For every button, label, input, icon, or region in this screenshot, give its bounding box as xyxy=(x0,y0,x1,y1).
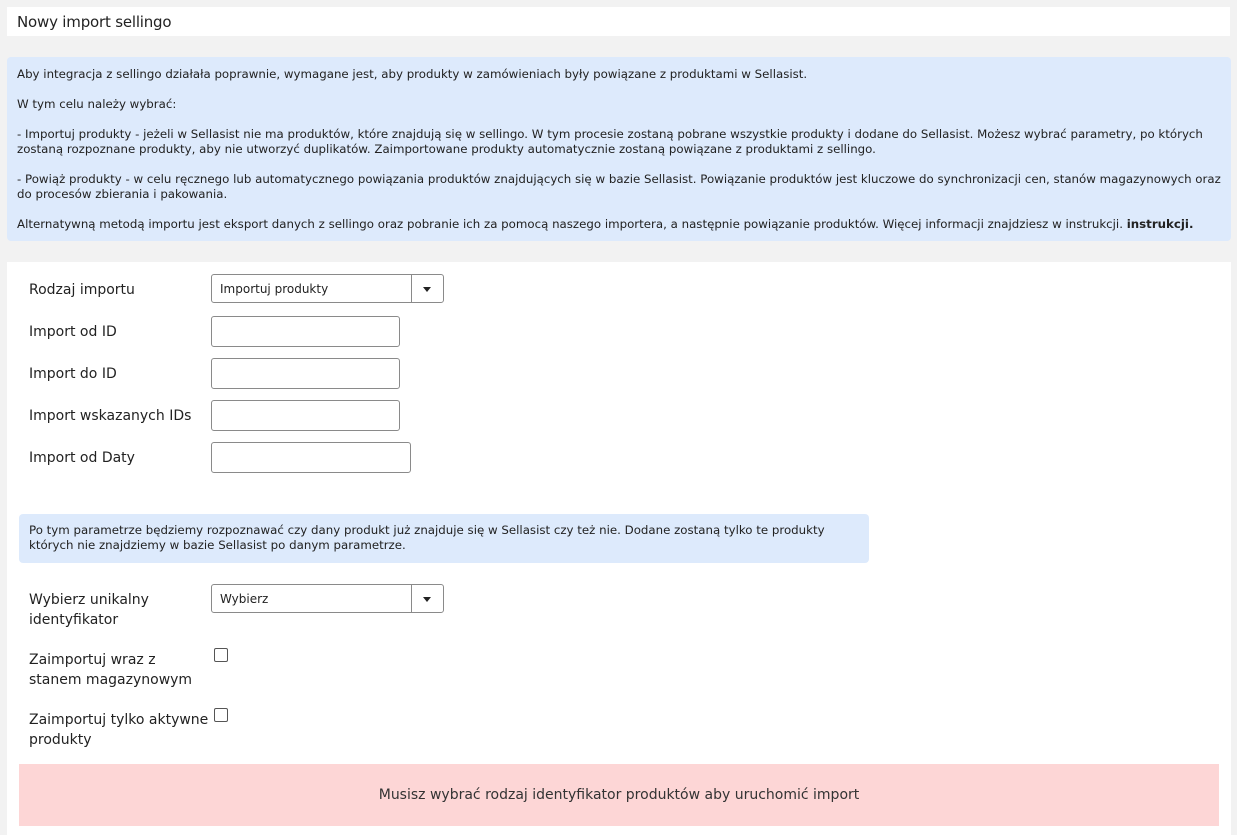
import-alert xyxy=(19,764,1219,826)
import-ids-input[interactable] xyxy=(211,400,400,431)
unique-id-label-line1: Wybierz unikalny xyxy=(29,592,149,608)
only-active-label xyxy=(29,710,208,750)
info-line-5 xyxy=(17,217,1221,232)
import-from-id-label: Import od ID xyxy=(29,324,117,340)
info-line-4: - Powiąż produkty - w celu ręcznego lub automatycznego powiązania produktów znajdujących się w bazie Sellasist. Powiązanie produktów jest kluczowe do synchronizacji cen, stanów magazynowych oraz do procesów zbierania i pakowania. xyxy=(17,172,1221,201)
import-type-value: Importuj produkty xyxy=(220,282,329,296)
import-type-select[interactable] xyxy=(211,274,444,303)
import-alert-text: Musisz wybrać rodzaj identyfikator produktów aby uruchomić import xyxy=(378,787,860,803)
with-stock-label-line2: stanem magazynowym xyxy=(29,672,193,688)
import-type-label: Rodzaj importu xyxy=(29,282,135,298)
unique-id-select[interactable] xyxy=(211,584,444,613)
import-from-id-input[interactable] xyxy=(211,316,400,347)
with-stock-label xyxy=(29,650,192,690)
chevron-down-icon[interactable] xyxy=(411,275,443,302)
import-form xyxy=(7,262,1231,835)
info-box xyxy=(7,57,1231,241)
instructions-link[interactable]: instrukcji. xyxy=(1126,217,1194,231)
only-active-label-line2: produkty xyxy=(29,732,92,748)
with-stock-checkbox[interactable] xyxy=(214,648,228,662)
import-to-id-input[interactable] xyxy=(211,358,400,389)
import-from-date-input[interactable] xyxy=(211,442,411,473)
info-line-2: W tym celu należy wybrać: xyxy=(17,97,177,111)
import-from-date-label: Import od Daty xyxy=(29,450,135,466)
page-header xyxy=(7,7,1230,36)
import-ids-label: Import wskazanych IDs xyxy=(29,408,192,424)
chevron-down-icon[interactable] xyxy=(411,585,443,612)
with-stock-label-line1: Zaimportuj wraz z xyxy=(29,652,156,668)
import-to-id-label: Import do ID xyxy=(29,366,117,382)
unique-id-value: Wybierz xyxy=(220,592,269,606)
unique-id-label-line2: identyfikator xyxy=(29,612,119,628)
unique-id-note: Po tym parametrze będziemy rozpoznawać czy dany produkt już znajduje się w Sellasist czy też nie. Dodane zostaną tylko te produkty których nie znajdziemy w bazie Sellasist po danym parametrze. xyxy=(19,514,869,563)
page-title: Nowy import sellingo xyxy=(17,13,172,31)
info-line-3: - Importuj produkty - jeżeli w Sellasist nie ma produktów, które znajdują się w sellingo. W tym procesie zostaną pobrane wszystkie produkty i dodane do Sellasist. Możesz wybrać parametry, po których zostaną rozpoznane produkty, aby nie utworzyć duplikatów. Zaimportowane produkty automatycznie zostaną powiązane z produktami z sellingo. xyxy=(17,127,1203,156)
unique-id-label xyxy=(29,590,149,630)
info-line-1: Aby integracja z sellingo działała poprawnie, wymagane jest, aby produkty w zamówieniach były powiązane z produktami w Sellasist. xyxy=(17,67,808,81)
info-line-5-text: Alternatywną metodą importu jest eksport danych z sellingo oraz pobranie ich za pomocą naszego importera, a następnie powiązanie produktów. Więcej informacji znajdziesz w instrukcji. xyxy=(17,217,1123,231)
only-active-checkbox[interactable] xyxy=(214,708,228,722)
only-active-label-line1: Zaimportuj tylko aktywne xyxy=(29,712,209,728)
